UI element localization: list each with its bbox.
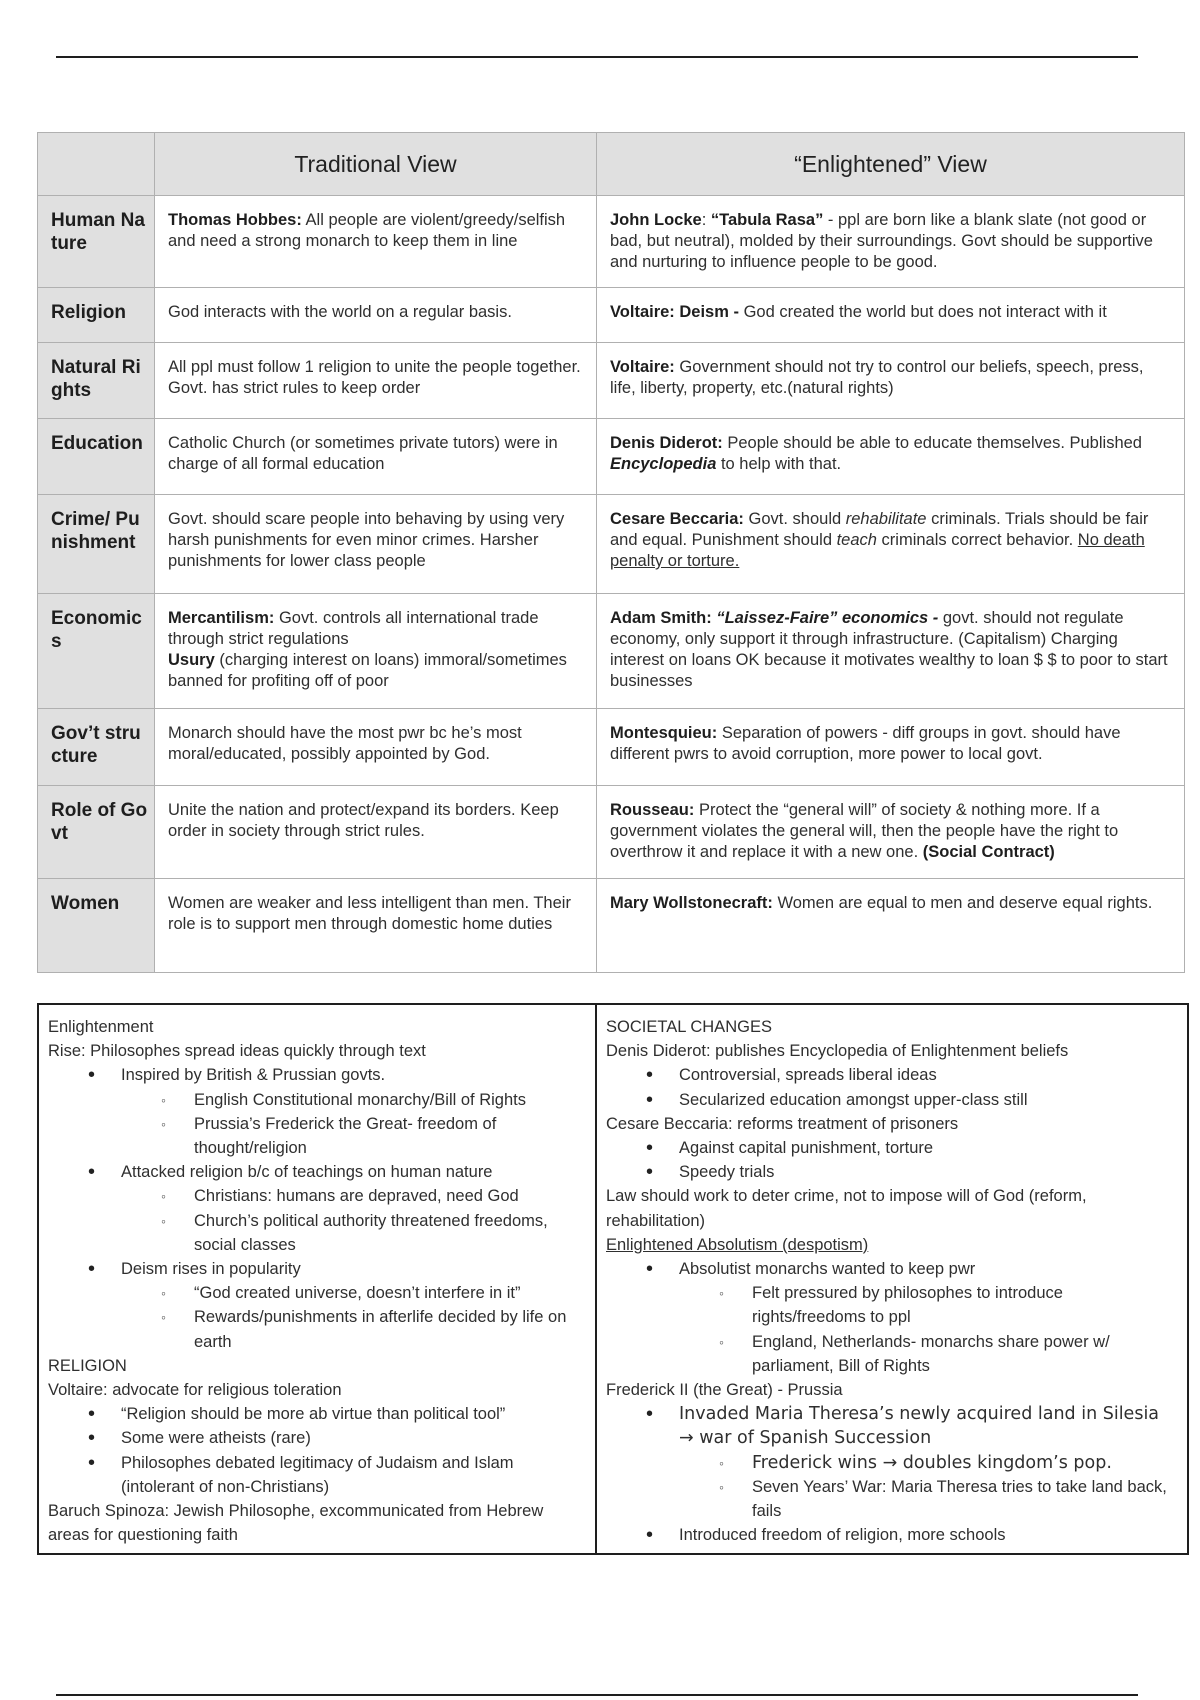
traditional-cell: Thomas Hobbes: All people are violent/greedy/selfish and need a strong monarch to keep them in line bbox=[155, 196, 597, 288]
traditional-cell: Unite the nation and protect/expand its borders. Keep order in society through strict rules. bbox=[155, 786, 597, 879]
note-sub-bullet bbox=[48, 1281, 587, 1305]
note-line bbox=[48, 1015, 587, 1039]
note-sub-bullet bbox=[48, 1184, 587, 1208]
header-traditional: Traditional View bbox=[155, 133, 597, 196]
note-text: “God created universe, doesn’t interfere in it” bbox=[194, 1284, 521, 1303]
note-line bbox=[48, 1378, 587, 1402]
note-bullet bbox=[606, 1088, 1179, 1112]
note-text: Speedy trials bbox=[679, 1163, 775, 1182]
note-line bbox=[606, 1015, 1179, 1039]
note-line bbox=[48, 1039, 587, 1063]
header-topic bbox=[38, 133, 155, 196]
note-bullet bbox=[48, 1451, 587, 1499]
enlightened-cell: Rousseau: Protect the “general will” of society & nothing more. If a government violates the general will, then the people have the right to overthrow it and replace it with a new one. (Social Contract) bbox=[597, 786, 1185, 879]
row-women bbox=[38, 879, 1185, 973]
note-line bbox=[606, 1378, 1179, 1402]
enlightened-cell: John Locke: “Tabula Rasa” - ppl are born like a blank slate (not good or bad, but neutral), molded by their surroundings. Govt should be supportive and nurturing to influence people to be good. bbox=[597, 196, 1185, 288]
note-text: Some were atheists (rare) bbox=[121, 1429, 311, 1448]
note-text: Rise: Philosophes spread ideas quickly through text bbox=[48, 1042, 426, 1061]
note-text: Law should work to deter crime, not to impose will of God (reform, rehabilitation) bbox=[606, 1187, 1087, 1230]
enlightened-cell: Mary Wollstonecraft: Women are equal to men and deserve equal rights. bbox=[597, 879, 1185, 973]
note-bullet bbox=[606, 1257, 1179, 1281]
topic-cell: Role of Govt bbox=[38, 786, 155, 879]
note-sub-bullet bbox=[606, 1281, 1179, 1329]
note-bullet bbox=[606, 1160, 1179, 1184]
topic-cell: Religion bbox=[38, 288, 155, 343]
note-bullet bbox=[606, 1523, 1179, 1547]
note-text: Philosophes debated legitimacy of Judaism and Islam (intolerant of non-Christians) bbox=[121, 1453, 514, 1496]
traditional-cell: Women are weaker and less intelligent than men. Their role is to support men through domestic home duties bbox=[155, 879, 597, 973]
note-bullet bbox=[606, 1402, 1179, 1450]
notes-right-column bbox=[597, 1005, 1187, 1553]
note-text: Deism rises in popularity bbox=[121, 1260, 301, 1279]
note-line bbox=[48, 1499, 587, 1547]
note-text: Church’s political authority threatened freedoms, social classes bbox=[194, 1211, 548, 1254]
note-text: Frederick II (the Great) - Prussia bbox=[606, 1381, 843, 1400]
header-row bbox=[38, 133, 1185, 196]
note-bullet bbox=[606, 1136, 1179, 1160]
note-text: Against capital punishment, torture bbox=[679, 1139, 934, 1158]
enlightened-cell: Denis Diderot: People should be able to educate themselves. Published Encyclopedia to help with that. bbox=[597, 419, 1185, 495]
row-crime-punishment bbox=[38, 495, 1185, 594]
note-bullet bbox=[48, 1160, 587, 1184]
note-text: Prussia’s Frederick the Great- freedom of thought/religion bbox=[194, 1114, 497, 1158]
topic-cell: Women bbox=[38, 879, 155, 973]
topic-cell: Education bbox=[38, 419, 155, 495]
note-bullet bbox=[48, 1402, 587, 1426]
bottom-rule bbox=[56, 1694, 1138, 1696]
note-sub-bullet bbox=[48, 1305, 587, 1353]
note-sub-bullet bbox=[48, 1112, 587, 1160]
row-human-nature bbox=[38, 196, 1185, 288]
enlightened-cell: Voltaire: Government should not try to control our beliefs, speech, press, life, liberty, property, etc.(natural rights) bbox=[597, 343, 1185, 419]
row-economics bbox=[38, 594, 1185, 709]
row-natural-rights bbox=[38, 343, 1185, 419]
note-text: English Constitutional monarchy/Bill of Rights bbox=[194, 1090, 526, 1109]
note-text: Inspired by British & Prussian govts. bbox=[121, 1066, 386, 1085]
note-bullet bbox=[606, 1063, 1179, 1087]
note-text: Secularized education amongst upper-class still bbox=[679, 1090, 1028, 1109]
traditional-cell: All ppl must follow 1 religion to unite the people together. Govt. has strict rules to keep order bbox=[155, 343, 597, 419]
note-line bbox=[606, 1233, 1179, 1257]
note-sub-bullet bbox=[48, 1088, 587, 1112]
note-text: Invaded Maria Theresa’s newly acquired land in Silesia → war of Spanish Succession bbox=[679, 1404, 1160, 1449]
note-text: SOCIETAL CHANGES bbox=[606, 1018, 772, 1036]
note-text: Controversial, spreads liberal ideas bbox=[679, 1066, 937, 1085]
traditional-cell: God interacts with the world on a regular basis. bbox=[155, 288, 597, 343]
row-education bbox=[38, 419, 1185, 495]
row-role-of-govt bbox=[38, 786, 1185, 879]
note-text: Seven Years’ War: Maria Theresa tries to take land back, fails bbox=[752, 1477, 1167, 1521]
note-text: Rewards/punishments in afterlife decided by life on earth bbox=[194, 1308, 567, 1351]
row-religion bbox=[38, 288, 1185, 343]
topic-cell: Gov’t structure bbox=[38, 709, 155, 786]
topic-cell: Economics bbox=[38, 594, 155, 709]
note-text: Denis Diderot: publishes Encyclopedia of Enlightenment beliefs bbox=[606, 1042, 1069, 1061]
traditional-cell: Catholic Church (or sometimes private tutors) were in charge of all formal education bbox=[155, 419, 597, 495]
note-text: Introduced freedom of religion, more schools bbox=[679, 1526, 1006, 1545]
note-text: Frederick wins → doubles kingdom’s pop. bbox=[752, 1452, 1112, 1473]
traditional-cell: Monarch should have the most pwr bc he’s most moral/educated, possibly appointed by God. bbox=[155, 709, 597, 786]
enlightened-cell: Montesquieu: Separation of powers - diff groups in govt. should have different pwrs to avoid corruption, more power to local govt. bbox=[597, 709, 1185, 786]
notes-left-column bbox=[39, 1005, 597, 1553]
note-text: Cesare Beccaria: reforms treatment of prisoners bbox=[606, 1114, 959, 1133]
note-text: Enlightenment bbox=[48, 1018, 154, 1036]
note-text: Attacked religion b/c of teachings on human nature bbox=[121, 1163, 493, 1182]
note-sub-bullet bbox=[606, 1475, 1179, 1523]
header-enlightened: “Enlightened” View bbox=[597, 133, 1185, 196]
topic-cell: Human Nature bbox=[38, 196, 155, 288]
note-line bbox=[606, 1039, 1179, 1063]
note-text: Felt pressured by philosophes to introduce rights/freedoms to ppl bbox=[752, 1284, 1063, 1327]
note-sub-bullet bbox=[48, 1209, 587, 1257]
row-govt-structure bbox=[38, 709, 1185, 786]
note-line bbox=[606, 1112, 1179, 1136]
enlightened-cell: Adam Smith: “Laissez-Faire” economics - govt. should not regulate economy, only support it through infrastructure. (Capitalism) Charging interest on loans OK because it motivates wealthy to loan $ $ to poor to start businesses bbox=[597, 594, 1185, 709]
note-text: England, Netherlands- monarchs share power w/ parliament, Bill of Rights bbox=[752, 1332, 1110, 1375]
note-sub-bullet bbox=[606, 1330, 1179, 1378]
traditional-cell: Mercantilism: Govt. controls all international trade through strict regulations Usury (charging interest on loans) immoral/sometimes banned for profiting off of poor bbox=[155, 594, 597, 709]
comparison-table bbox=[37, 132, 1185, 973]
enlightened-cell: Voltaire: Deism - God created the world but does not interact with it bbox=[597, 288, 1185, 343]
topic-cell: Crime/ Punishment bbox=[38, 495, 155, 594]
note-text: RELIGION bbox=[48, 1356, 127, 1375]
note-sub-bullet bbox=[606, 1451, 1179, 1475]
note-text: “Religion should be more ab virtue than political tool” bbox=[121, 1405, 506, 1424]
enlightened-cell: Cesare Beccaria: Govt. should rehabilitate criminals. Trials should be fair and equal. Punishment should teach criminals correct behavior. No death penalty or torture. bbox=[597, 495, 1185, 594]
topic-cell: Natural Rights bbox=[38, 343, 155, 419]
notes-box bbox=[37, 1003, 1189, 1555]
note-line bbox=[48, 1354, 587, 1378]
note-text: Absolutist monarchs wanted to keep pwr bbox=[679, 1260, 976, 1279]
traditional-cell: Govt. should scare people into behaving by using very harsh punishments for even minor crimes. Harsher punishments for lower class people bbox=[155, 495, 597, 594]
note-text: Voltaire: advocate for religious toleration bbox=[48, 1381, 342, 1400]
note-text: Christians: humans are depraved, need God bbox=[194, 1187, 519, 1206]
note-bullet bbox=[48, 1257, 587, 1281]
note-text: Enlightened Absolutism (despotism) bbox=[606, 1235, 869, 1254]
note-line bbox=[606, 1184, 1179, 1232]
note-bullet bbox=[48, 1063, 587, 1087]
note-bullet bbox=[48, 1426, 587, 1450]
note-text: Baruch Spinoza: Jewish Philosophe, excommunicated from Hebrew areas for questioning faith bbox=[48, 1502, 544, 1545]
top-rule bbox=[56, 56, 1138, 58]
